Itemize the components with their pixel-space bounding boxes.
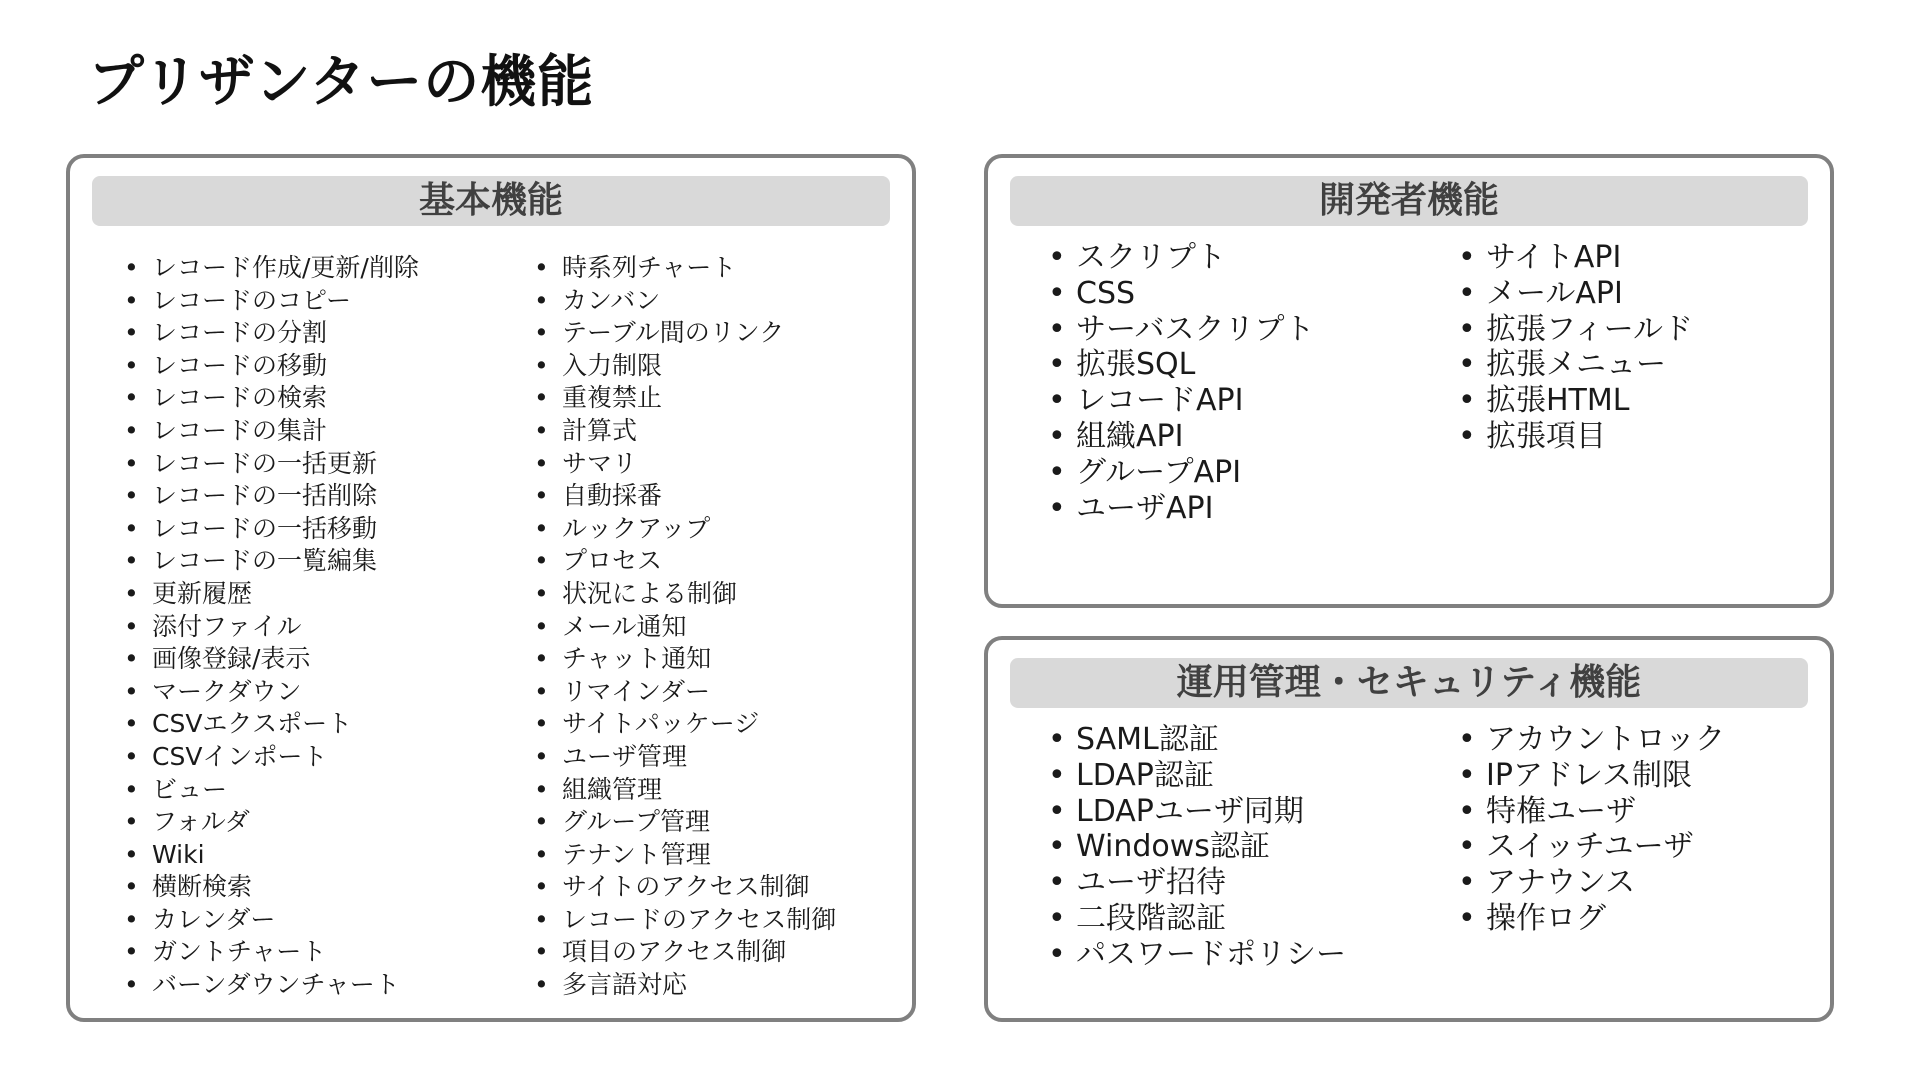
feature-label: 特権ユーザ [1486,793,1636,829]
developer-features-list-right [1452,240,1693,455]
feature-label: リマインダー [562,676,711,706]
bullet-icon: • [124,970,139,1000]
feature-list-item [528,350,836,383]
bullet-icon: • [124,578,139,608]
feature-label: サイトのアクセス制御 [562,872,810,902]
feature-list-item [118,839,419,872]
feature-list-item [1452,722,1725,758]
bullet-icon: • [534,676,549,706]
feature-label: レコードのアクセス制御 [562,904,837,934]
feature-list-item [1452,865,1725,901]
bullet-icon: • [1048,757,1066,793]
feature-label: ユーザ管理 [562,741,688,771]
feature-label: アカウントロック [1486,722,1726,757]
developer-features-list-left [1042,240,1315,526]
feature-list-item [528,806,836,839]
feature-list-item [118,611,419,644]
bullet-icon: • [124,774,139,804]
feature-label: スイッチユーザ [1486,829,1694,865]
bullet-icon: • [534,513,549,543]
feature-label: 拡張フィールド [1486,311,1693,347]
bullet-icon: • [1458,793,1476,829]
feature-list-item [528,904,836,937]
feature-list-item [118,513,419,546]
feature-list-item [1452,240,1693,276]
feature-list-item [528,774,836,807]
bullet-icon: • [124,383,139,413]
feature-list-item [118,448,419,481]
feature-list-item [1042,383,1315,419]
feature-list-item [528,871,836,904]
bullet-icon: • [1048,900,1066,936]
feature-list-item [118,350,419,383]
feature-label: IPアドレス制限 [1486,757,1693,793]
bullet-icon: • [534,578,549,608]
feature-label: 組織管理 [562,774,663,804]
feature-label: LDAP認証 [1076,757,1214,793]
feature-list-item [1452,383,1693,419]
feature-list-item [528,382,836,415]
bullet-icon: • [1048,490,1066,526]
bullet-icon: • [124,611,139,641]
feature-label: カレンダー [152,904,276,934]
feature-list-item [528,741,836,774]
bullet-icon: • [1048,240,1066,275]
feature-label: アナウンス [1486,865,1636,901]
basic-features-header: 基本機能 [92,176,890,226]
feature-label: レコードの分割 [152,318,328,348]
feature-label: フォルダ [152,807,250,837]
bullet-icon: • [124,285,139,315]
basic-features-panel [66,154,916,1022]
feature-list-item [1452,901,1725,937]
bullet-icon: • [124,937,139,967]
feature-list-item [528,611,836,644]
bullet-icon: • [1458,418,1476,454]
feature-list-item [528,708,836,741]
feature-list-item [528,936,836,969]
feature-label: ユーザ招待 [1076,865,1226,901]
feature-label: 時系列チャート [562,253,737,282]
feature-label: 拡張HTML [1486,383,1630,419]
feature-list-item [1042,901,1346,937]
feature-list-item [1042,419,1315,455]
feature-list-item [1042,491,1315,527]
feature-list-item [1452,312,1693,348]
bullet-icon: • [1458,757,1476,793]
bullet-icon: • [124,807,139,837]
feature-label: 計算式 [562,415,638,445]
feature-list-item [1042,347,1315,383]
bullet-icon: • [1048,383,1066,419]
bullet-icon: • [534,481,549,511]
feature-list-item [528,285,836,318]
bullet-icon: • [534,872,549,902]
feature-label: レコードAPI [1076,383,1244,419]
bullet-icon: • [534,285,549,315]
developer-features-panel [984,154,1834,608]
developer-features-header: 開発者機能 [1010,176,1808,226]
bullet-icon: • [534,383,549,413]
feature-list-item [1042,758,1346,794]
feature-list-item [118,806,419,839]
bullet-icon: • [1458,900,1476,936]
feature-label: サーバスクリプト [1076,311,1315,347]
operations-security-list-right [1452,722,1725,937]
bullet-icon: • [534,774,549,804]
feature-list-item [118,969,419,1002]
feature-list-item [528,643,836,676]
feature-label: レコードの移動 [152,350,328,380]
bullet-icon: • [1458,275,1476,311]
bullet-icon: • [1048,347,1066,383]
feature-label: グループAPI [1076,454,1242,490]
feature-label: 画像登録/表示 [152,644,311,674]
operations-security-list-left [1042,722,1346,973]
bullet-icon: • [534,709,549,739]
feature-list-item [118,382,419,415]
feature-label: レコード作成/更新/削除 [152,253,419,282]
feature-label: 拡張SQL [1076,347,1196,383]
feature-list-item [118,741,419,774]
feature-list-item [528,480,836,513]
feature-label: 拡張メニュー [1486,347,1666,383]
bullet-icon: • [124,253,139,282]
bullet-icon: • [534,970,549,1000]
feature-list-item [1452,419,1693,455]
bullet-icon: • [124,415,139,445]
feature-list-item [1042,829,1346,865]
feature-label: レコードの一括移動 [152,513,378,543]
bullet-icon: • [534,741,549,771]
feature-label: 更新履歴 [152,578,253,608]
feature-label: ルックアップ [562,513,711,543]
feature-list-item [528,676,836,709]
feature-list-item [118,480,419,513]
feature-list-item [528,513,836,546]
bullet-icon: • [1048,454,1066,490]
bullet-icon: • [1048,275,1066,311]
bullet-icon: • [124,350,139,380]
feature-label: サイトAPI [1486,240,1622,275]
feature-list-item [118,285,419,318]
feature-label: 状況による制御 [562,578,738,608]
bullet-icon: • [1048,311,1066,347]
feature-list-item [1452,347,1693,383]
bullet-icon: • [534,937,549,967]
feature-label: メール通知 [562,611,687,641]
bullet-icon: • [124,546,139,576]
feature-label: CSS [1076,275,1136,311]
feature-label: カンバン [562,285,661,315]
feature-list-item [528,578,836,611]
bullet-icon: • [534,904,549,934]
page-title: プリザンターの機能 [88,50,595,115]
feature-label: 組織API [1076,418,1184,454]
feature-list-item [1042,794,1346,830]
bullet-icon: • [534,546,549,576]
bullet-icon: • [1048,793,1066,829]
bullet-icon: • [124,481,139,511]
feature-label: 入力制限 [562,350,663,380]
basic-features-list-left [118,252,419,1002]
feature-list-item [528,448,836,481]
feature-list-item [528,969,836,1002]
bullet-icon: • [534,644,549,674]
bullet-icon: • [1458,311,1476,347]
bullet-icon: • [124,839,139,869]
bullet-icon: • [534,807,549,837]
bullet-icon: • [534,839,549,869]
bullet-icon: • [534,350,549,380]
feature-label: レコードの一括更新 [152,448,378,478]
feature-label: ガントチャート [152,937,327,967]
feature-label: メールAPI [1486,275,1623,311]
feature-label: 拡張項目 [1486,418,1606,454]
feature-label: テナント管理 [562,839,711,869]
bullet-icon: • [1048,829,1066,865]
feature-list-item [118,774,419,807]
feature-list-item [118,904,419,937]
feature-list-item [118,545,419,578]
feature-label: プロセス [562,546,663,576]
feature-list-item [118,936,419,969]
bullet-icon: • [534,253,549,282]
feature-list-item [1452,794,1725,830]
feature-list-item [1042,312,1315,348]
feature-label: サマリ [562,448,638,478]
feature-label: 自動採番 [562,481,663,511]
feature-label: チャット通知 [562,644,712,674]
feature-list-item [528,415,836,448]
bullet-icon: • [534,318,549,348]
bullet-icon: • [1458,829,1476,865]
feature-list-item [118,252,419,285]
feature-list-item [528,252,836,285]
bullet-icon: • [1048,865,1066,901]
feature-list-item [1042,276,1315,312]
bullet-icon: • [124,904,139,934]
feature-list-item [528,839,836,872]
feature-list-item [1042,865,1346,901]
feature-label: CSVエクスポート [152,709,353,739]
feature-label: マークダウン [152,676,302,706]
feature-label: レコードの一覧編集 [152,546,378,576]
bullet-icon: • [1458,240,1476,275]
feature-list-item [118,643,419,676]
feature-label: レコードの一括削除 [152,481,378,511]
bullet-icon: • [1458,347,1476,383]
bullet-icon: • [1048,418,1066,454]
feature-label: 操作ログ [1486,900,1606,936]
bullet-icon: • [1458,722,1476,757]
feature-label: レコードのコピー [152,285,352,315]
feature-label: グループ管理 [562,807,711,837]
feature-list-item [1042,937,1346,973]
feature-list-item [118,676,419,709]
feature-label: レコードの集計 [152,415,328,445]
feature-label: バーンダウンチャート [152,970,400,1000]
bullet-icon: • [124,872,139,902]
feature-label: レコードの検索 [152,383,328,413]
feature-list-item [118,578,419,611]
feature-list-item [118,708,419,741]
bullet-icon: • [1458,383,1476,419]
bullet-icon: • [124,318,139,348]
feature-list-item [528,317,836,350]
feature-label: 項目のアクセス制御 [562,937,787,967]
bullet-icon: • [1458,865,1476,901]
operations-security-panel [984,636,1834,1022]
feature-label: ユーザAPI [1076,490,1214,526]
feature-list-item [1452,758,1725,794]
feature-label: サイトパッケージ [562,709,760,739]
feature-list-item [1042,722,1346,758]
feature-label: CSVインポート [152,741,328,771]
bullet-icon: • [124,741,139,771]
feature-list-item [118,415,419,448]
feature-list-item [1042,240,1315,276]
bullet-icon: • [124,644,139,674]
feature-label: テーブル間のリンク [562,318,785,348]
feature-label: Windows認証 [1076,829,1270,865]
feature-label: 重複禁止 [562,383,663,413]
bullet-icon: • [124,448,139,478]
bullet-icon: • [1048,936,1066,972]
feature-label: ビュー [152,774,228,804]
feature-list-item [118,871,419,904]
feature-list-item [1452,829,1725,865]
basic-features-list-right [528,252,836,1002]
feature-label: スクリプト [1076,240,1226,275]
feature-label: パスワードポリシー [1076,936,1346,972]
feature-label: 添付ファイル [152,611,302,641]
feature-list-item [528,545,836,578]
feature-label: 多言語対応 [562,970,688,1000]
bullet-icon: • [534,415,549,445]
bullet-icon: • [124,513,139,543]
feature-label: Wiki [152,839,205,869]
feature-label: 横断検索 [152,872,253,902]
bullet-icon: • [1048,722,1066,757]
operations-security-header: 運用管理・セキュリティ機能 [1010,658,1808,708]
feature-list-item [1042,455,1315,491]
bullet-icon: • [124,676,139,706]
feature-list-item [118,317,419,350]
feature-list-item [1452,276,1693,312]
feature-label: 二段階認証 [1076,900,1226,936]
feature-label: LDAPユーザ同期 [1076,793,1304,829]
bullet-icon: • [124,709,139,739]
bullet-icon: • [534,448,549,478]
bullet-icon: • [534,611,549,641]
feature-label: SAML認証 [1076,722,1219,757]
